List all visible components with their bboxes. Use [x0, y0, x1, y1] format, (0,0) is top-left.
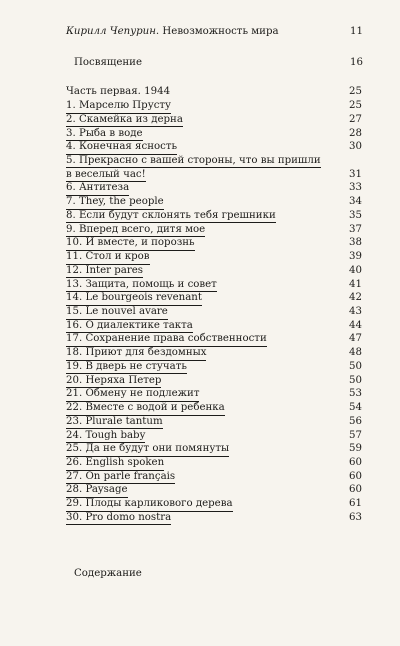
toc-entry-title: 14. Le bourgeois revenant [66, 292, 202, 306]
toc-entry-title: 29. Плоды карликового дерева [66, 498, 233, 512]
toc-entry-title: 3. Рыба в воде [66, 128, 143, 142]
toc-entry-page: 27 [349, 113, 362, 125]
toc-entry-page: 50 [349, 360, 362, 372]
toc-entry-page: 33 [349, 182, 362, 194]
toc-entry-title: 25. Да не будут они помянуты [66, 443, 229, 457]
toc-entry-page: 35 [349, 209, 362, 221]
toc-entry-page: 54 [349, 402, 362, 414]
toc-entry-page: 42 [349, 292, 362, 304]
toc-entry-title: 9. Вперед всего, дитя мое [66, 224, 205, 238]
toc-entry-title: 24. Tough baby [66, 430, 145, 444]
toc-entry-page: 60 [349, 457, 362, 468]
contents-title: Содержание [74, 568, 142, 579]
toc-entry-title: 23. Plurale tantum [66, 416, 163, 430]
toc-entry-page: 40 [349, 264, 362, 276]
toc-entry-title: 12. Inter pares [66, 265, 143, 279]
toc-entry-page: 63 [349, 511, 362, 523]
toc-entry-title: 5. Прекрасно с вашей стороны, что вы пришли [66, 155, 321, 169]
toc-entry-page: 60 [349, 470, 362, 482]
dedication-page: 16 [350, 57, 363, 68]
toc-entry-title: 2. Скамейка из дерна [66, 114, 183, 128]
toc-entry-page: 39 [349, 251, 362, 262]
toc-entry-title: 20. Неряха Петер [66, 375, 161, 389]
toc-entry-page: 60 [349, 484, 362, 496]
toc-entry-title: 10. И вместе, и порознь [66, 237, 195, 251]
intro-page: 11 [350, 26, 363, 37]
part-one-title: Часть первая. 1944 [66, 86, 171, 97]
toc-entry-page: 48 [349, 347, 362, 359]
toc-entry-title: 30. Pro domo nostra [66, 512, 171, 526]
toc-entry-page: 38 [349, 237, 362, 249]
toc-entry-title: 17. Сохранение права собственности [66, 333, 267, 347]
toc-entry-title: 8. Если будут склонять тебя грешники [66, 210, 276, 224]
toc-entry-title: 22. Вместе с водой и ребенка [66, 402, 225, 416]
toc-entry-title: 7. They, the people [66, 196, 164, 210]
toc-entry-title: 15. Le nouvel avare [66, 306, 168, 320]
toc-entry-title: в веселый час! [66, 169, 146, 183]
toc-entry-page: 57 [349, 429, 362, 441]
toc-entry-title: 13. Защита, помощь и совет [66, 279, 217, 293]
part-one-page: 25 [349, 86, 362, 97]
toc-entry-title: 4. Конечная ясность [66, 141, 177, 155]
toc-entry-page: 28 [349, 127, 362, 139]
toc-entry-title: 26. English spoken [66, 457, 164, 471]
toc-entry-title: 19. В дверь не стучать [66, 361, 187, 375]
toc-entry-page: 53 [349, 388, 362, 400]
toc-entry-title: 11. Стол и кров [66, 251, 150, 265]
toc-entry-page: 37 [349, 223, 362, 235]
toc-entry-title: 21. Обмену не подлежит [66, 388, 199, 402]
toc-entry-title: 27. On parle français [66, 471, 175, 485]
toc-entry-page: 25 [349, 100, 362, 111]
toc-entry-page: 30 [349, 141, 362, 153]
toc-entry-page: 41 [349, 278, 362, 290]
toc-entry-title: 6. Антитеза [66, 182, 129, 196]
toc-entry-page: 44 [349, 319, 362, 331]
toc-entry-page: 31 [349, 168, 362, 180]
toc-entry-page: 50 [349, 374, 362, 386]
toc-entry-title: 28. Paysage [66, 484, 128, 498]
toc-entry-title: 18. Приют для бездомных [66, 347, 206, 361]
intro-title: Невозможность мира [162, 26, 279, 37]
toc-entry-page: 59 [349, 443, 362, 455]
intro-author: Кирилл Чепурин. [66, 26, 160, 37]
toc-entry-page: 43 [349, 306, 362, 317]
toc-entry-page: 47 [349, 333, 362, 345]
toc-entry-page: 56 [349, 415, 362, 427]
toc-entry-title: 1. Марселю Прусту [66, 100, 171, 114]
dedication-title: Посвящение [74, 57, 142, 68]
toc-entry-title: 16. О диалектике такта [66, 320, 193, 334]
toc-entry-page: 34 [349, 196, 362, 208]
toc-entry-page: 61 [349, 498, 362, 510]
